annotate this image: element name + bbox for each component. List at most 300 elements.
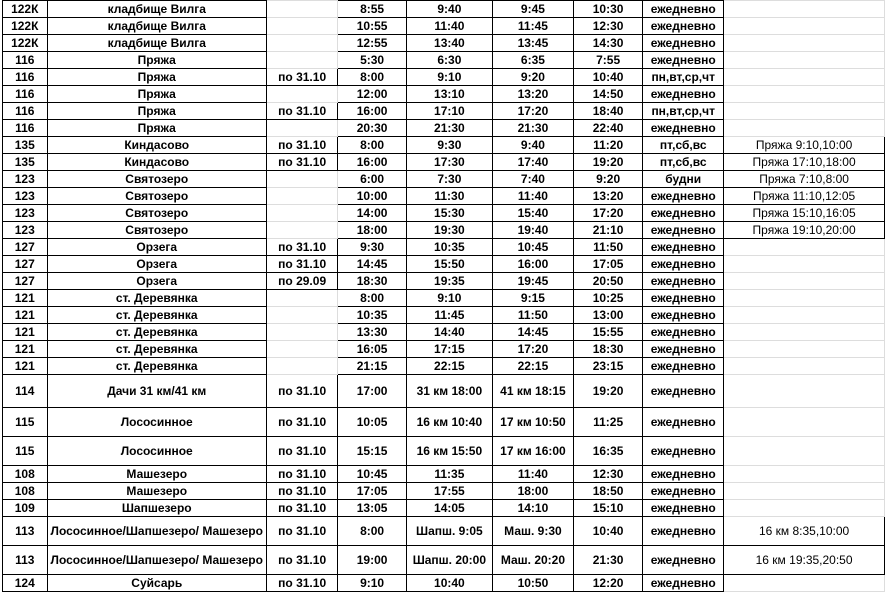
cell-t1: 5:30	[338, 52, 407, 69]
cell-t2: 19:35	[406, 273, 492, 290]
table-row	[3, 35, 885, 52]
cell-note: Пряжа 7:10,8:00	[724, 171, 885, 188]
cell-t2: 9:10	[406, 290, 492, 307]
cell-t3: 11:40	[492, 188, 573, 205]
cell-t3: 13:20	[492, 86, 573, 103]
cell-t1: 9:30	[338, 239, 407, 256]
cell-note	[724, 341, 885, 358]
cell-dest: Пряжа	[47, 120, 266, 137]
cell-dest: Святозеро	[47, 188, 266, 205]
cell-days: пн,вт,ср,чт	[643, 69, 724, 86]
cell-dest: ст. Деревянка	[47, 307, 266, 324]
cell-t1: 18:00	[338, 222, 407, 239]
cell-t3: 15:40	[492, 205, 573, 222]
cell-t3: Маш. 20:20	[492, 546, 573, 575]
cell-t3: 17 км 16:00	[492, 437, 573, 466]
cell-until	[266, 222, 337, 239]
cell-route: 121	[3, 358, 48, 375]
cell-t1: 8:55	[338, 1, 407, 18]
cell-dest: Пряжа	[47, 52, 266, 69]
table-row	[3, 69, 885, 86]
cell-t2: 13:40	[406, 35, 492, 52]
cell-days: пт,сб,вс	[643, 137, 724, 154]
cell-route: 115	[3, 408, 48, 437]
table-row	[3, 341, 885, 358]
cell-t2: 9:40	[406, 1, 492, 18]
cell-days: ежедневно	[643, 1, 724, 18]
cell-days: ежедневно	[643, 86, 724, 103]
cell-until: по 31.10	[266, 256, 337, 273]
cell-t2: 6:30	[406, 52, 492, 69]
cell-until	[266, 358, 337, 375]
cell-route: 123	[3, 171, 48, 188]
cell-note	[724, 324, 885, 341]
cell-days: ежедневно	[643, 273, 724, 290]
cell-t3: 17:20	[492, 103, 573, 120]
table-row	[3, 239, 885, 256]
cell-days: ежедневно	[643, 222, 724, 239]
cell-note	[724, 500, 885, 517]
cell-dest: кладбище Вилга	[47, 35, 266, 52]
cell-route: 122К	[3, 1, 48, 18]
cell-until	[266, 120, 337, 137]
cell-route: 135	[3, 137, 48, 154]
cell-until	[266, 35, 337, 52]
cell-t2: 15:30	[406, 205, 492, 222]
cell-until: по 31.10	[266, 437, 337, 466]
cell-t3: 16:00	[492, 256, 573, 273]
table-row	[3, 154, 885, 171]
cell-t3: 17:40	[492, 154, 573, 171]
cell-route: 114	[3, 375, 48, 408]
table-row	[3, 18, 885, 35]
cell-until	[266, 341, 337, 358]
cell-t4: 14:50	[573, 86, 642, 103]
cell-t3: 11:45	[492, 18, 573, 35]
cell-days: ежедневно	[643, 256, 724, 273]
cell-note	[724, 35, 885, 52]
cell-t1: 10:00	[338, 188, 407, 205]
schedule-body	[3, 1, 885, 592]
cell-t4: 14:30	[573, 35, 642, 52]
table-row	[3, 324, 885, 341]
cell-until	[266, 86, 337, 103]
cell-note	[724, 466, 885, 483]
cell-t1: 10:35	[338, 307, 407, 324]
cell-t2: 17:55	[406, 483, 492, 500]
cell-t1: 10:05	[338, 408, 407, 437]
cell-t2: Шапш. 9:05	[406, 517, 492, 546]
cell-dest: Пряжа	[47, 69, 266, 86]
cell-t1: 8:00	[338, 517, 407, 546]
cell-t4: 19:20	[573, 375, 642, 408]
table-row	[3, 103, 885, 120]
cell-note: Пряжа 11:10,12:05	[724, 188, 885, 205]
cell-t3: 17:20	[492, 341, 573, 358]
cell-days: ежедневно	[643, 18, 724, 35]
cell-t4: 9:20	[573, 171, 642, 188]
cell-t4: 20:50	[573, 273, 642, 290]
table-row	[3, 517, 885, 546]
cell-until: по 31.10	[266, 500, 337, 517]
cell-t3: 22:15	[492, 358, 573, 375]
cell-t2: 19:30	[406, 222, 492, 239]
cell-days: ежедневно	[643, 546, 724, 575]
cell-t4: 11:20	[573, 137, 642, 154]
cell-t2: 9:10	[406, 69, 492, 86]
cell-t4: 12:30	[573, 18, 642, 35]
cell-route: 123	[3, 222, 48, 239]
cell-days: будни	[643, 171, 724, 188]
cell-t1: 20:30	[338, 120, 407, 137]
cell-route: 116	[3, 86, 48, 103]
cell-dest: Дачи 31 км/41 км	[47, 375, 266, 408]
cell-days: ежедневно	[643, 324, 724, 341]
cell-t4: 7:55	[573, 52, 642, 69]
cell-route: 121	[3, 324, 48, 341]
cell-t3: 13:45	[492, 35, 573, 52]
cell-note	[724, 256, 885, 273]
cell-until: по 31.10	[266, 239, 337, 256]
cell-t2: 14:40	[406, 324, 492, 341]
cell-t3: 14:10	[492, 500, 573, 517]
cell-route: 121	[3, 307, 48, 324]
cell-note	[724, 273, 885, 290]
cell-route: 127	[3, 239, 48, 256]
cell-note	[724, 290, 885, 307]
cell-days: ежедневно	[643, 437, 724, 466]
cell-t3: Маш. 9:30	[492, 517, 573, 546]
cell-days: ежедневно	[643, 35, 724, 52]
cell-t4: 22:40	[573, 120, 642, 137]
cell-t4: 10:30	[573, 1, 642, 18]
cell-t1: 12:00	[338, 86, 407, 103]
cell-t3: 19:45	[492, 273, 573, 290]
cell-dest: Лососинное	[47, 437, 266, 466]
table-row	[3, 546, 885, 575]
cell-t3: 7:40	[492, 171, 573, 188]
cell-t2: 17:15	[406, 341, 492, 358]
cell-t1: 18:30	[338, 273, 407, 290]
cell-note	[724, 307, 885, 324]
cell-t4: 10:40	[573, 69, 642, 86]
cell-days: ежедневно	[643, 120, 724, 137]
cell-route: 123	[3, 188, 48, 205]
cell-t1: 9:10	[338, 575, 407, 592]
cell-dest: Машезеро	[47, 466, 266, 483]
cell-days: ежедневно	[643, 517, 724, 546]
cell-until	[266, 188, 337, 205]
cell-t3: 14:45	[492, 324, 573, 341]
cell-note: Пряжа 17:10,18:00	[724, 154, 885, 171]
cell-t4: 13:00	[573, 307, 642, 324]
cell-until	[266, 171, 337, 188]
cell-note	[724, 358, 885, 375]
table-row	[3, 273, 885, 290]
cell-t2: 11:45	[406, 307, 492, 324]
cell-until: по 31.10	[266, 375, 337, 408]
table-row	[3, 120, 885, 137]
cell-t2: 31 км 18:00	[406, 375, 492, 408]
cell-route: 108	[3, 466, 48, 483]
cell-t4: 12:30	[573, 466, 642, 483]
cell-note	[724, 86, 885, 103]
cell-t1: 14:45	[338, 256, 407, 273]
cell-t4: 21:30	[573, 546, 642, 575]
cell-t2: 22:15	[406, 358, 492, 375]
cell-until: по 31.10	[266, 483, 337, 500]
cell-dest: ст. Деревянка	[47, 324, 266, 341]
cell-note	[724, 1, 885, 18]
cell-t1: 8:00	[338, 290, 407, 307]
cell-route: 121	[3, 341, 48, 358]
cell-dest: Орзега	[47, 239, 266, 256]
cell-dest: Орзега	[47, 256, 266, 273]
table-row	[3, 86, 885, 103]
cell-dest: Святозеро	[47, 222, 266, 239]
cell-t2: 17:30	[406, 154, 492, 171]
cell-route: 127	[3, 273, 48, 290]
table-row	[3, 205, 885, 222]
schedule-table	[2, 0, 885, 592]
cell-t1: 8:00	[338, 137, 407, 154]
cell-t1: 16:00	[338, 154, 407, 171]
cell-t3: 9:45	[492, 1, 573, 18]
cell-route: 123	[3, 205, 48, 222]
cell-t2: 9:30	[406, 137, 492, 154]
table-row	[3, 290, 885, 307]
cell-days: ежедневно	[643, 188, 724, 205]
cell-until	[266, 307, 337, 324]
cell-route: 113	[3, 517, 48, 546]
cell-t1: 10:45	[338, 466, 407, 483]
cell-note	[724, 239, 885, 256]
cell-days: ежедневно	[643, 408, 724, 437]
cell-note	[724, 103, 885, 120]
cell-days: ежедневно	[643, 341, 724, 358]
table-row	[3, 375, 885, 408]
cell-until	[266, 18, 337, 35]
cell-days: ежедневно	[643, 466, 724, 483]
cell-t2: 16 км 10:40	[406, 408, 492, 437]
cell-t1: 16:00	[338, 103, 407, 120]
cell-t4: 10:40	[573, 517, 642, 546]
cell-t3: 9:15	[492, 290, 573, 307]
cell-days: ежедневно	[643, 500, 724, 517]
cell-t2: 10:40	[406, 575, 492, 592]
cell-route: 116	[3, 52, 48, 69]
cell-t3: 11:40	[492, 466, 573, 483]
table-row	[3, 466, 885, 483]
cell-until: по 29.09	[266, 273, 337, 290]
cell-t1: 13:30	[338, 324, 407, 341]
table-row	[3, 52, 885, 69]
cell-t1: 12:55	[338, 35, 407, 52]
cell-t2: 17:10	[406, 103, 492, 120]
cell-dest: кладбище Вилга	[47, 1, 266, 18]
cell-t4: 11:50	[573, 239, 642, 256]
cell-t4: 13:20	[573, 188, 642, 205]
cell-t4: 18:40	[573, 103, 642, 120]
cell-t3: 10:50	[492, 575, 573, 592]
cell-dest: Пряжа	[47, 103, 266, 120]
cell-until	[266, 1, 337, 18]
cell-t3: 10:45	[492, 239, 573, 256]
cell-days: ежедневно	[643, 239, 724, 256]
table-row	[3, 500, 885, 517]
cell-t1: 17:05	[338, 483, 407, 500]
cell-until: по 31.10	[266, 103, 337, 120]
cell-note: Пряжа 15:10,16:05	[724, 205, 885, 222]
cell-note: Пряжа 9:10,10:00	[724, 137, 885, 154]
cell-t4: 19:20	[573, 154, 642, 171]
cell-note	[724, 575, 885, 592]
cell-until: по 31.10	[266, 69, 337, 86]
cell-t2: 11:35	[406, 466, 492, 483]
table-row	[3, 437, 885, 466]
cell-dest: ст. Деревянка	[47, 341, 266, 358]
cell-t1: 21:15	[338, 358, 407, 375]
table-row	[3, 222, 885, 239]
cell-route: 116	[3, 103, 48, 120]
cell-route: 121	[3, 290, 48, 307]
cell-dest: Шапшезеро	[47, 500, 266, 517]
cell-t4: 21:10	[573, 222, 642, 239]
cell-days: ежедневно	[643, 375, 724, 408]
cell-route: 135	[3, 154, 48, 171]
cell-t3: 9:40	[492, 137, 573, 154]
table-row	[3, 358, 885, 375]
cell-until: по 31.10	[266, 517, 337, 546]
cell-until: по 31.10	[266, 154, 337, 171]
cell-route: 116	[3, 69, 48, 86]
table-row	[3, 1, 885, 18]
cell-t1: 8:00	[338, 69, 407, 86]
cell-t4: 18:50	[573, 483, 642, 500]
cell-t2: 11:40	[406, 18, 492, 35]
table-row	[3, 408, 885, 437]
cell-dest: Пряжа	[47, 86, 266, 103]
cell-until: по 31.10	[266, 546, 337, 575]
cell-t1: 13:05	[338, 500, 407, 517]
cell-until: по 31.10	[266, 408, 337, 437]
table-row	[3, 307, 885, 324]
cell-days: ежедневно	[643, 575, 724, 592]
cell-until: по 31.10	[266, 466, 337, 483]
cell-note: 16 км 19:35,20:50	[724, 546, 885, 575]
cell-t1: 15:15	[338, 437, 407, 466]
cell-t3: 21:30	[492, 120, 573, 137]
table-row	[3, 483, 885, 500]
cell-until: по 31.10	[266, 575, 337, 592]
cell-until	[266, 205, 337, 222]
cell-days: ежедневно	[643, 307, 724, 324]
cell-t2: 13:10	[406, 86, 492, 103]
cell-dest: кладбище Вилга	[47, 18, 266, 35]
cell-note	[724, 52, 885, 69]
cell-days: ежедневно	[643, 52, 724, 69]
table-row	[3, 575, 885, 592]
cell-dest: Лососинное	[47, 408, 266, 437]
cell-t2: 21:30	[406, 120, 492, 137]
cell-dest: Киндасово	[47, 154, 266, 171]
cell-t3: 9:20	[492, 69, 573, 86]
cell-t1: 6:00	[338, 171, 407, 188]
cell-dest: Суйсарь	[47, 575, 266, 592]
cell-dest: ст. Деревянка	[47, 358, 266, 375]
table-row	[3, 137, 885, 154]
cell-t3: 18:00	[492, 483, 573, 500]
cell-t2: 14:05	[406, 500, 492, 517]
cell-route: 122К	[3, 18, 48, 35]
cell-t3: 6:35	[492, 52, 573, 69]
cell-days: ежедневно	[643, 290, 724, 307]
cell-days: ежедневно	[643, 358, 724, 375]
cell-route: 127	[3, 256, 48, 273]
cell-days: пт,сб,вс	[643, 154, 724, 171]
cell-t4: 16:35	[573, 437, 642, 466]
cell-t1: 14:00	[338, 205, 407, 222]
cell-t1: 10:55	[338, 18, 407, 35]
cell-days: ежедневно	[643, 483, 724, 500]
cell-until	[266, 52, 337, 69]
cell-days: ежедневно	[643, 205, 724, 222]
cell-t2: 7:30	[406, 171, 492, 188]
cell-note	[724, 120, 885, 137]
cell-t2: Шапш. 20:00	[406, 546, 492, 575]
cell-route: 116	[3, 120, 48, 137]
cell-note: Пряжа 19:10,20:00	[724, 222, 885, 239]
cell-t3: 19:40	[492, 222, 573, 239]
cell-route: 109	[3, 500, 48, 517]
cell-note	[724, 483, 885, 500]
cell-t2: 15:50	[406, 256, 492, 273]
cell-route: 108	[3, 483, 48, 500]
cell-t3: 11:50	[492, 307, 573, 324]
cell-route: 122К	[3, 35, 48, 52]
cell-t4: 23:15	[573, 358, 642, 375]
cell-until	[266, 324, 337, 341]
cell-dest: Святозеро	[47, 205, 266, 222]
cell-t2: 16 км 15:50	[406, 437, 492, 466]
cell-route: 113	[3, 546, 48, 575]
cell-until: по 31.10	[266, 137, 337, 154]
cell-t4: 10:25	[573, 290, 642, 307]
cell-note	[724, 375, 885, 408]
cell-dest: Киндасово	[47, 137, 266, 154]
cell-t2: 11:30	[406, 188, 492, 205]
cell-t4: 18:30	[573, 341, 642, 358]
cell-dest: Лососинное/Шапшезеро/ Машезеро	[47, 546, 266, 575]
cell-t3: 17 км 10:50	[492, 408, 573, 437]
cell-dest: Святозеро	[47, 171, 266, 188]
table-row	[3, 256, 885, 273]
cell-t1: 16:05	[338, 341, 407, 358]
cell-note	[724, 18, 885, 35]
cell-t1: 19:00	[338, 546, 407, 575]
cell-t4: 12:20	[573, 575, 642, 592]
cell-dest: Орзега	[47, 273, 266, 290]
cell-note	[724, 437, 885, 466]
cell-note	[724, 69, 885, 86]
cell-t4: 15:55	[573, 324, 642, 341]
cell-dest: Лососинное/Шапшезеро/ Машезеро	[47, 517, 266, 546]
cell-until	[266, 290, 337, 307]
cell-t1: 17:00	[338, 375, 407, 408]
cell-dest: ст. Деревянка	[47, 290, 266, 307]
cell-dest: Машезеро	[47, 483, 266, 500]
table-row	[3, 188, 885, 205]
